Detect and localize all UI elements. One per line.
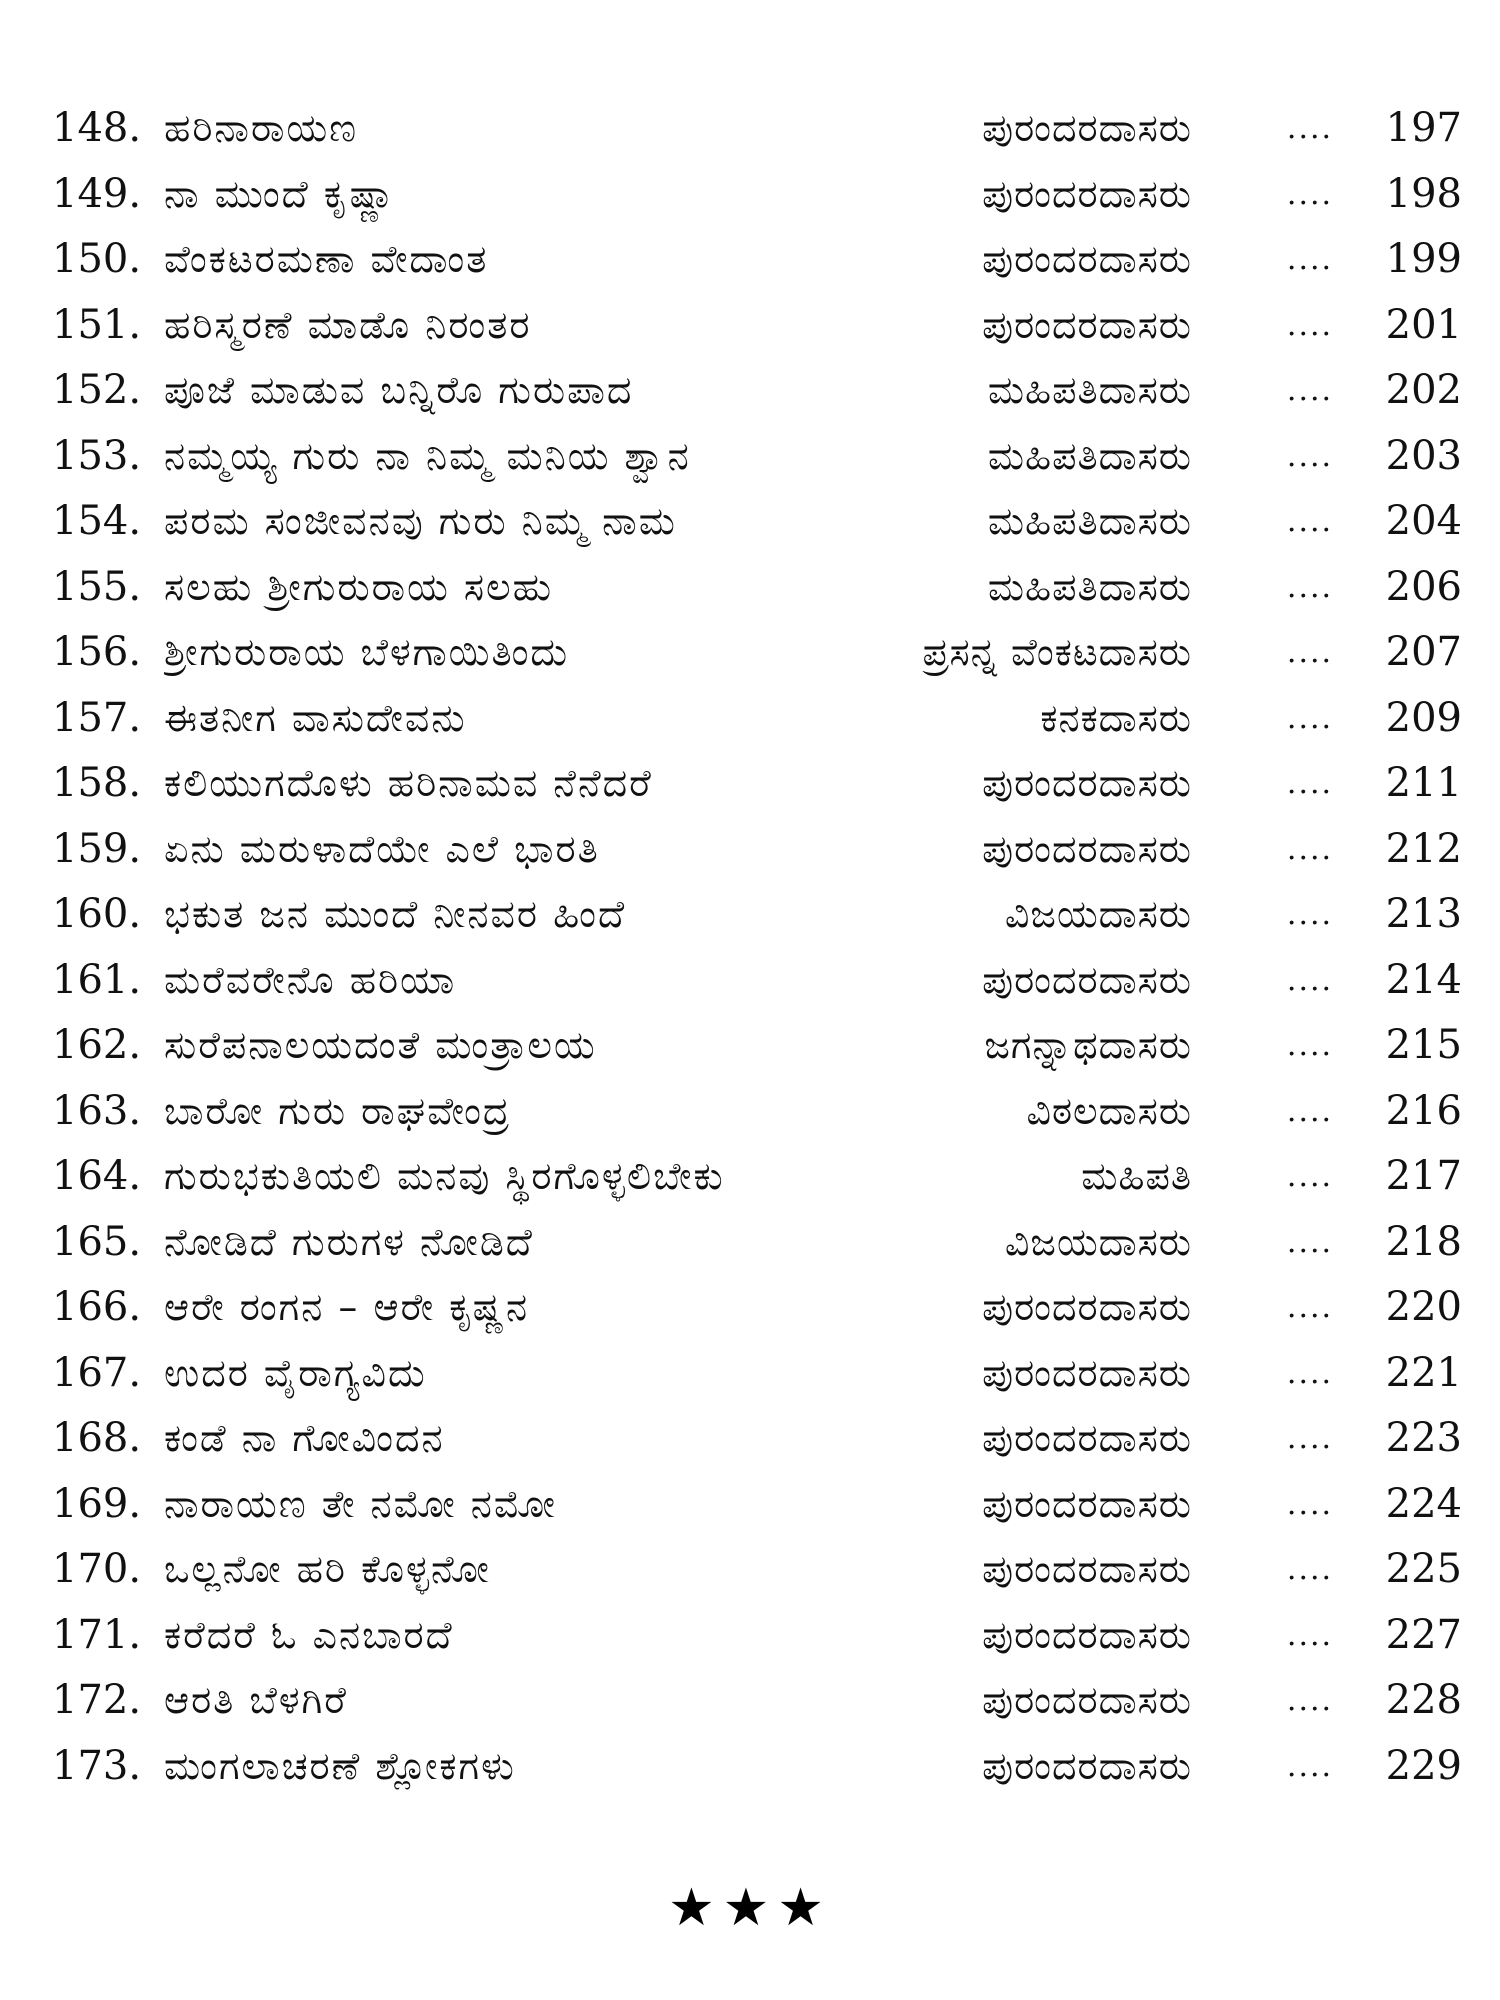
entry-page-number: 223	[1385, 1415, 1462, 1461]
entry-author: ಪುರಂದರದಾಸರು	[982, 1678, 1192, 1722]
entry-page-number: 202	[1385, 367, 1462, 413]
toc-entry	[52, 555, 1462, 621]
entry-leader-dots: ....	[1286, 1486, 1334, 1522]
toc-entry	[52, 1537, 1462, 1603]
entry-leader-dots: ....	[1286, 962, 1334, 998]
entry-title: ಆರೇ ರಂಗನ – ಆರೇ ಕೃಷ್ಣನ	[164, 1285, 530, 1329]
toc-entry	[52, 817, 1462, 883]
entry-title: ಆರತಿ ಬೆಳಗಿರೆ	[164, 1678, 348, 1722]
entry-leader-dots: ....	[1286, 242, 1334, 277]
entry-title: ಕರೆದರೆ ಓ ಎನಬಾರದೆ	[164, 1612, 454, 1657]
section-end-stars: ★★★	[668, 1878, 832, 1938]
entry-leader-dots: ....	[1286, 176, 1334, 212]
toc-entry	[52, 1079, 1462, 1145]
entry-page-number: 207	[1385, 629, 1462, 675]
entry-leader-dots: ....	[1286, 831, 1334, 867]
entry-page-number: 209	[1385, 694, 1462, 741]
entry-page-number: 203	[1385, 432, 1462, 479]
entry-number: 153.	[52, 432, 142, 479]
entry-page-number: 220	[1385, 1284, 1462, 1330]
entry-page-number: 227	[1385, 1611, 1462, 1658]
entry-title: ಈತನೀಗ ವಾಸುದೇವನು	[164, 695, 467, 740]
entry-leader-dots: ....	[1286, 1028, 1334, 1063]
entry-leader-dots: ....	[1286, 700, 1334, 736]
entry-leader-dots: ....	[1286, 1355, 1334, 1391]
entry-author: ಮಹಿಪತಿದಾಸರು	[987, 499, 1192, 543]
entry-leader-dots: ....	[1286, 1159, 1334, 1194]
entry-author: ಪುರಂದರದಾಸರು	[982, 171, 1192, 216]
entry-number: 152.	[52, 367, 142, 413]
entry-page-number: 204	[1385, 498, 1462, 544]
entry-page-number: 225	[1385, 1546, 1462, 1592]
entry-author: ಪುರಂದರದಾಸರು	[982, 1547, 1192, 1591]
entry-title: ಸುರೆಪನಾಲಯದಂತೆ ಮಂತ್ರಾಲಯ	[164, 1023, 597, 1067]
entry-number: 157.	[52, 694, 142, 741]
entry-author: ಪುರಂದರದಾಸರು	[982, 302, 1192, 347]
entry-leader-dots: ....	[1286, 1683, 1334, 1718]
toc-entry	[52, 620, 1462, 686]
entry-title: ಒಲ್ಲನೋ ಹರಿ ಕೊಳ್ಳನೋ	[164, 1547, 491, 1591]
entry-leader-dots: ....	[1286, 1224, 1334, 1260]
entry-number: 149.	[52, 170, 142, 217]
entry-number: 165.	[52, 1218, 142, 1265]
entry-title: ಹರಿನಾರಾಯಣ	[164, 106, 359, 150]
entry-title: ಭಕುತ ಜನ ಮುಂದೆ ನೀನವರ ಹಿಂದೆ	[164, 892, 627, 936]
entry-title: ಏನು ಮರುಳಾದೆಯೇ ಎಲೆ ಭಾರತಿ	[164, 826, 600, 871]
entry-number: 163.	[52, 1087, 142, 1134]
entry-author: ಪುರಂದರದಾಸರು	[982, 1416, 1192, 1460]
entry-title: ಉದರ ವೈರಾಗ್ಯವಿದು	[164, 1350, 427, 1395]
toc-entry	[52, 358, 1462, 424]
entry-author: ಕನಕದಾಸರು	[1040, 695, 1192, 740]
entry-page-number: 199	[1385, 236, 1462, 282]
entry-title: ಪೂಜೆ ಮಾಡುವ ಬನ್ನಿರೊ ಗುರುಪಾದ	[164, 368, 634, 412]
entry-page-number: 201	[1385, 301, 1462, 348]
entry-page-number: 228	[1385, 1677, 1462, 1723]
entry-page-number: 214	[1385, 956, 1462, 1003]
entry-title: ಪರಮ ಸಂಜೀವನವು ಗುರು ನಿಮ್ಮ ನಾಮ	[164, 499, 677, 543]
toc-entry	[52, 1341, 1462, 1407]
entry-page-number: 197	[1385, 105, 1462, 151]
entry-author: ಪುರಂದರದಾಸರು	[982, 237, 1192, 281]
entry-title: ನಾರಾಯಣ ತೇ ನಮೋ ನಮೋ	[164, 1481, 558, 1526]
entry-author: ಪುರಂದರದಾಸರು	[982, 1743, 1192, 1788]
entry-page-number: 221	[1385, 1349, 1462, 1396]
toc-entry	[52, 96, 1462, 162]
entry-author: ಜಗನ್ನಾಥದಾಸರು	[984, 1023, 1192, 1067]
entry-number: 167.	[52, 1349, 142, 1396]
entry-number: 171.	[52, 1611, 142, 1658]
table-of-contents	[52, 96, 1462, 1799]
entry-author: ಮಹಿಪತಿದಾಸರು	[987, 368, 1192, 412]
entry-page-number: 224	[1385, 1480, 1462, 1527]
entry-page-number: 229	[1385, 1742, 1462, 1789]
entry-title: ಶ್ರೀಗುರುರಾಯ ಬೆಳಗಾಯಿತಿಂದು	[164, 630, 570, 674]
entry-number: 154.	[52, 498, 142, 544]
toc-entry	[52, 1406, 1462, 1472]
entry-author: ಪುರಂದರದಾಸರು	[982, 826, 1192, 871]
entry-page-number: 198	[1385, 170, 1462, 217]
entry-author: ವಿಠಲದಾಸರು	[1026, 1088, 1192, 1133]
entry-page-number: 206	[1385, 563, 1462, 610]
entry-author: ಪುರಂದರದಾಸರು	[982, 761, 1192, 805]
entry-leader-dots: ....	[1286, 1290, 1334, 1325]
entry-page-number: 213	[1385, 891, 1462, 937]
toc-entry	[52, 751, 1462, 817]
toc-entry	[52, 1603, 1462, 1669]
toc-entry	[52, 424, 1462, 490]
entry-number: 169.	[52, 1480, 142, 1527]
toc-entry	[52, 948, 1462, 1014]
entry-number: 173.	[52, 1742, 142, 1789]
entry-author: ಪುರಂದರದಾಸರು	[982, 1285, 1192, 1329]
toc-entry	[52, 489, 1462, 555]
toc-entry	[52, 1734, 1462, 1800]
entry-number: 161.	[52, 956, 142, 1003]
entry-leader-dots: ....	[1286, 504, 1334, 539]
toc-entry	[52, 1472, 1462, 1538]
entry-author: ಪುರಂದರದಾಸರು	[982, 1350, 1192, 1395]
entry-author: ಮಹಿಪತಿ	[1081, 1154, 1192, 1198]
entry-number: 172.	[52, 1677, 142, 1723]
entry-leader-dots: ....	[1286, 1093, 1334, 1129]
entry-title: ಹರಿಸ್ಮರಣೆ ಮಾಡೊ ನಿರಂತರ	[164, 302, 532, 347]
entry-leader-dots: ....	[1286, 111, 1334, 146]
entry-number: 168.	[52, 1415, 142, 1461]
entry-author: ಪುರಂದರದಾಸರು	[982, 1612, 1192, 1657]
entry-author: ಮಹಿಪತಿದಾಸರು	[987, 433, 1192, 478]
entry-page-number: 211	[1385, 760, 1462, 806]
entry-number: 166.	[52, 1284, 142, 1330]
entry-number: 156.	[52, 629, 142, 675]
entry-author: ಪುರಂದರದಾಸರು	[982, 106, 1192, 150]
entry-leader-dots: ....	[1286, 1617, 1334, 1653]
entry-number: 164.	[52, 1153, 142, 1199]
entry-author: ಮಹಿಪತಿದಾಸರು	[987, 564, 1192, 609]
entry-number: 170.	[52, 1546, 142, 1592]
entry-number: 155.	[52, 563, 142, 610]
entry-number: 148.	[52, 105, 142, 151]
entry-page-number: 216	[1385, 1087, 1462, 1134]
entry-leader-dots: ....	[1286, 766, 1334, 801]
toc-entry	[52, 162, 1462, 228]
entry-number: 158.	[52, 760, 142, 806]
toc-entry	[52, 1013, 1462, 1079]
entry-leader-dots: ....	[1286, 635, 1334, 670]
entry-leader-dots: ....	[1286, 307, 1334, 343]
toc-entry	[52, 1668, 1462, 1734]
toc-entry	[52, 1210, 1462, 1276]
entry-author: ಪುರಂದರದಾಸರು	[982, 1481, 1192, 1526]
entry-leader-dots: ....	[1286, 438, 1334, 474]
entry-title: ನಮ್ಮಯ್ಯ ಗುರು ನಾ ನಿಮ್ಮ ಮನಿಯ ಶ್ವಾನ	[164, 433, 691, 478]
entry-number: 162.	[52, 1022, 142, 1068]
entry-title: ಕಲಿಯುಗದೊಳು ಹರಿನಾಮವ ನೆನೆದರೆ	[164, 761, 653, 805]
entry-author: ಪ್ರಸನ್ನ ವೆಂಕಟದಾಸರು	[922, 630, 1192, 674]
entry-title: ಬಾರೋ ಗುರು ರಾಘವೇಂದ್ರ	[164, 1088, 512, 1133]
toc-entry	[52, 1144, 1462, 1210]
entry-page-number: 212	[1385, 825, 1462, 872]
toc-entry	[52, 686, 1462, 752]
toc-entry	[52, 882, 1462, 948]
entry-title: ನೋಡಿದೆ ಗುರುಗಳ ನೋಡಿದೆ	[164, 1219, 534, 1264]
entry-number: 159.	[52, 825, 142, 872]
entry-author: ವಿಜಯದಾಸರು	[1004, 892, 1192, 936]
entry-leader-dots: ....	[1286, 569, 1334, 605]
entry-leader-dots: ....	[1286, 373, 1334, 408]
entry-title: ಗುರುಭಕುತಿಯಲಿ ಮನವು ಸ್ಥಿರಗೊಳ್ಳಲಿಬೇಕು	[164, 1154, 725, 1198]
entry-title: ಸಲಹು ಶ್ರೀಗುರುರಾಯ ಸಲಹು	[164, 564, 554, 609]
entry-title: ಕಂಡೆ ನಾ ಗೋವಿಂದನ	[164, 1416, 445, 1460]
toc-entry	[52, 227, 1462, 293]
entry-page-number: 217	[1385, 1153, 1462, 1199]
entry-number: 150.	[52, 236, 142, 282]
entry-leader-dots: ....	[1286, 897, 1334, 932]
entry-leader-dots: ....	[1286, 1748, 1334, 1784]
entry-number: 151.	[52, 301, 142, 348]
entry-author: ವಿಜಯದಾಸರು	[1004, 1219, 1192, 1264]
entry-page-number: 215	[1385, 1022, 1462, 1068]
entry-number: 160.	[52, 891, 142, 937]
entry-leader-dots: ....	[1286, 1421, 1334, 1456]
entry-title: ಮಂಗಲಾಚರಣೆ ಶ್ಲೋಕಗಳು	[164, 1743, 516, 1788]
entry-title: ನಾ ಮುಂದೆ ಕೃಷ್ಣಾ	[164, 171, 397, 216]
entry-author: ಪುರಂದರದಾಸರು	[982, 957, 1192, 1002]
toc-entry	[52, 293, 1462, 359]
entry-title: ವೆಂಕಟರಮಣಾ ವೇದಾಂತ	[164, 237, 489, 281]
entry-leader-dots: ....	[1286, 1552, 1334, 1587]
entry-page-number: 218	[1385, 1218, 1462, 1265]
entry-title: ಮರೆವರೇನೊ ಹರಿಯಾ	[164, 957, 457, 1002]
toc-entry	[52, 1275, 1462, 1341]
